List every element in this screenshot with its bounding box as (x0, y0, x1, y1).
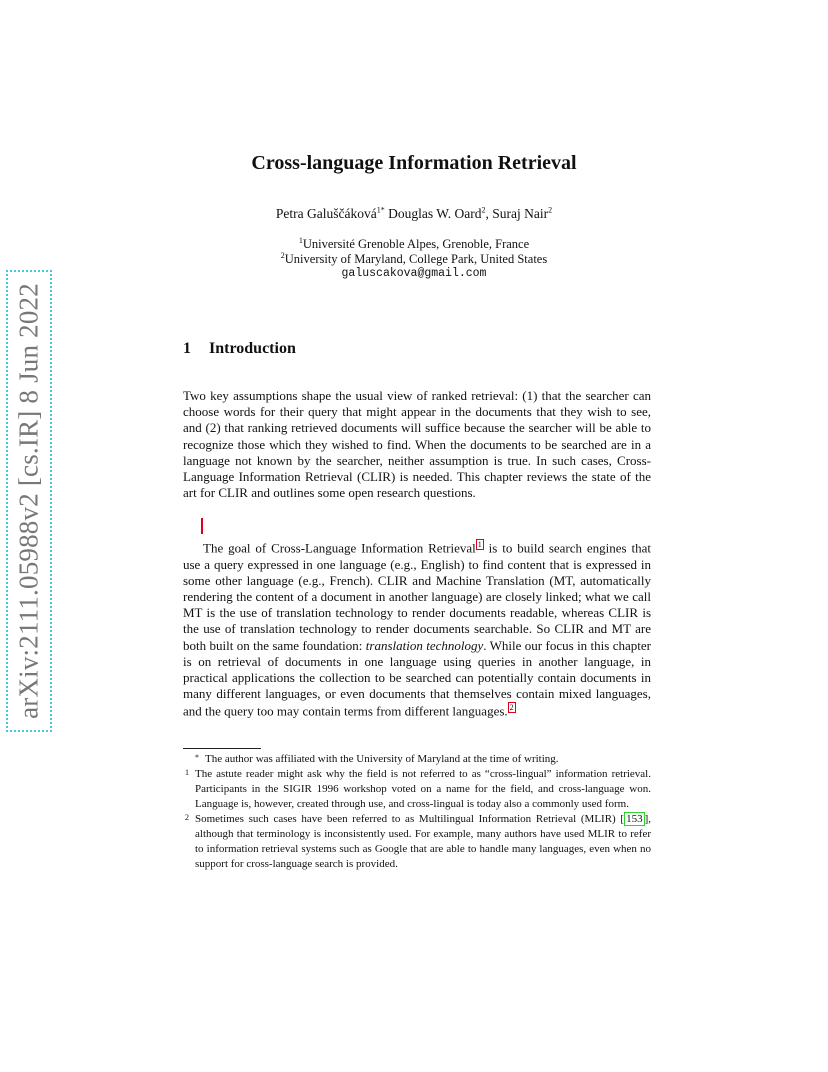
footnote-affiliation (183, 752, 651, 767)
author-mark: 2 (548, 205, 553, 215)
paper-title: Cross-language Information Retrieval (251, 152, 577, 174)
footnote-link-1[interactable]: 1 (477, 540, 482, 549)
affiliation (0, 252, 828, 267)
emphasis-text: translation technology (365, 637, 484, 653)
footnotes (183, 752, 651, 872)
footnote-1 (183, 767, 651, 812)
section-heading (183, 340, 296, 358)
footnote-text: ], although that terminology is inconsistently used. For example, many authors have used MLIR to refer to information retrieval systems such as Google that are able to handle many languages, even when no support for cross-language search is provided. (195, 813, 651, 870)
footnote-divider (183, 748, 261, 749)
paragraph-text: is to build search engines that use a query expressed in one language (e.g., English) to find content that is expressed in some other language (e.g., French). CLIR and Machine Translation (MT, automatically rendering the content of a document in another language) are closely linked; what we call MT is the use of translation technology to render documents readable, whereas CLIR is the use of translation technology to render documents searchable. So CLIR and MT are both built on the same foundation: (183, 540, 651, 653)
affiliation-mark: 2 (280, 250, 285, 260)
author-list: Petra Galuščáková$^{1*}$ Douglas W. Oard$^2$, Suraj Nair$^2$ (275, 205, 553, 221)
author-name: Petra Galuščáková (275, 206, 377, 221)
author-mark: 1* (376, 205, 385, 215)
section-title: Introduction (209, 340, 296, 357)
author-name: Suraj Nair (492, 206, 549, 221)
paragraph-text: . While our focus in this chapter is on retrieval of documents in one language using queries in another language, in practical applications the collection to be searched can potentially contain documents in many different languages, or even documents that themselves contain mixed languages, and the query too may contain terms from different languages. (183, 637, 651, 719)
affiliation (0, 237, 828, 252)
author-email: galuscakova@gmail.com (341, 267, 487, 280)
footnote-mark: 2 (185, 813, 189, 822)
affiliation-text: University of Maryland, College Park, United States (284, 252, 548, 266)
author-name: Douglas W. Oard (388, 206, 482, 221)
affiliation-text: Université Grenoble Alpes, Grenoble, France (302, 237, 530, 251)
intro-paragraph-2 (183, 539, 651, 720)
footnote-text: The author was affiliated with the University of Maryland at the time of writing. (205, 753, 559, 765)
footnote-text: The astute reader might ask why the field is not referred to as “cross-lingual” information retrieval. Participants in the SIGIR 1996 workshop voted on a name for the field, and cross-language won. Language is, however, created through use, and cross-lingual is today also a commonly used form. (195, 768, 651, 810)
author-mark: 2 (481, 205, 486, 215)
footnote-mark: * (195, 753, 199, 762)
paragraph-text: The goal of Cross-Language Information Retrieval (203, 540, 476, 556)
section-number: 1 (183, 340, 191, 357)
arxiv-identifier: arXiv:2111.05988v2 [cs.IR] 8 Jun 2022 (13, 283, 44, 719)
footnote-mark: 1 (185, 768, 189, 777)
text-cursor-marker (201, 518, 203, 534)
citation-link[interactable]: 153 (626, 813, 643, 825)
footnote-link-2[interactable]: 2 (509, 703, 514, 713)
footnote-text: Sometimes such cases have been referred to as Multilingual Information Retrieval (MLIR) [ (195, 813, 625, 825)
arxiv-identifier-stamp (6, 270, 52, 732)
footnote-2 (183, 812, 651, 872)
affiliation-mark: 1 (298, 235, 303, 245)
intro-paragraph-1: Two key assumptions shape the usual view of ranked retrieval: (1) that the searcher can choose words for their query that might appear in the documents that they wish to see, and (2) that ranking retrieved documents will suffice because the searcher will be able to recognize those which they wished to find. When the documents to be searched are in a language not known by the searcher, neither assumption is true. In such cases, Cross-Language Information Retrieval (CLIR) is needed. This chapter reviews the state of the art for CLIR and outlines some open research questions. (183, 388, 651, 501)
